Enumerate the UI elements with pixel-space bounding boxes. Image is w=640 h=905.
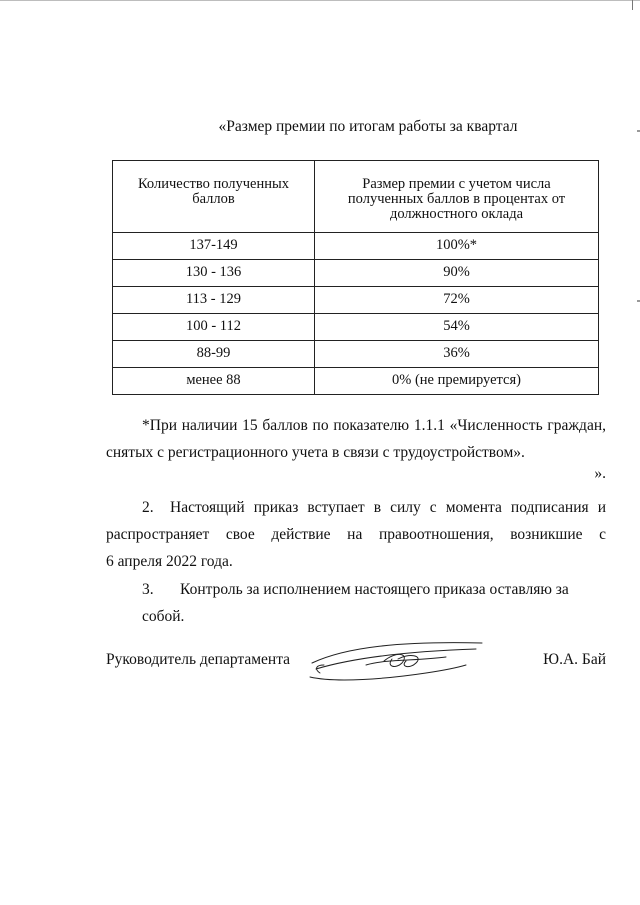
paragraph-line: распространяет свое действие на правоотношения, возникшие с xyxy=(106,526,606,543)
table-row xyxy=(113,368,599,395)
bonus-cell: 54% xyxy=(315,314,599,341)
points-cell: 130 - 136 xyxy=(113,260,315,287)
points-cell: менее 88 xyxy=(113,368,315,395)
points-cell: 113 - 129 xyxy=(113,287,315,314)
bonus-cell: 90% xyxy=(315,260,599,287)
paragraph-text: Настоящий приказ вступает в силу с момента подписания и xyxy=(170,499,606,516)
paragraph-line: 6 апреля 2022 года. xyxy=(106,553,233,570)
footnote-line: *При наличии 15 баллов по показателю 1.1.1 «Численность граждан, xyxy=(142,417,606,434)
bonus-cell: 72% xyxy=(315,287,599,314)
table-row xyxy=(113,233,599,260)
bonus-cell: 0% (не премируется) xyxy=(315,368,599,395)
scan-corner-mark xyxy=(632,0,633,10)
paragraph-3 xyxy=(106,576,606,630)
signatory-name: Ю.А. Бай xyxy=(543,651,606,668)
bonus-cell: 100%* xyxy=(315,233,599,260)
table-row xyxy=(113,260,599,287)
header-points: Количество полученных баллов xyxy=(113,161,315,233)
paragraph-number: 3. xyxy=(142,581,154,598)
paragraph-text: Контроль за исполнением настоящего приказа оставляю за собой. xyxy=(142,581,569,625)
handwritten-signature xyxy=(306,639,496,687)
closing-quote: ». xyxy=(594,465,606,482)
table-header-row xyxy=(113,161,599,233)
points-cell: 137-149 xyxy=(113,233,315,260)
table-row xyxy=(113,314,599,341)
paragraph-number: 2. xyxy=(142,499,154,516)
scan-top-edge xyxy=(0,0,640,1)
paragraph-2 xyxy=(106,494,606,575)
signatory-role: Руководитель департамента xyxy=(106,651,291,668)
points-cell: 100 - 112 xyxy=(113,314,315,341)
table-row xyxy=(113,341,599,368)
table-row xyxy=(113,287,599,314)
document-heading: «Размер премии по итогам работы за квартал xyxy=(218,118,518,135)
points-cell: 88-99 xyxy=(113,341,315,368)
footnote xyxy=(106,412,606,466)
header-bonus-size: Размер премии с учетом числа полученных баллов в процентах от должностного оклада xyxy=(315,161,599,233)
paragraph-line xyxy=(106,494,606,521)
bonus-table xyxy=(112,160,599,395)
footnote-line: снятых с регистрационного учета в связи с трудоустройством». xyxy=(106,444,525,461)
bonus-cell: 36% xyxy=(315,341,599,368)
